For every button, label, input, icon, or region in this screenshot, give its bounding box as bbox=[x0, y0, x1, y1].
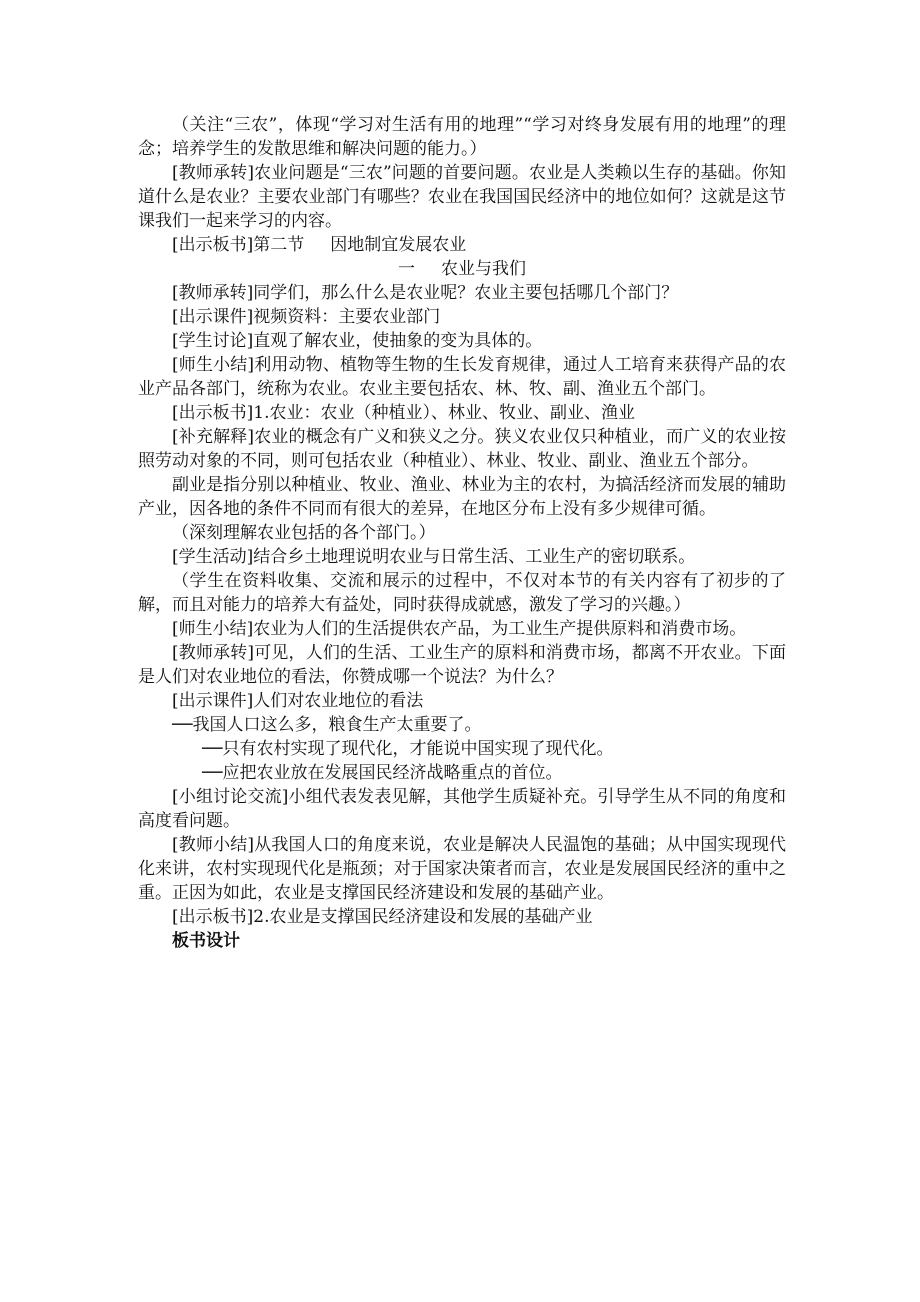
paragraph-note-sannong: （关注“三农”，体现“学习对生活有用的地理”“学习对终身发展有用的地理”的理念；培养学生的发散思维和解决问题的能力。） bbox=[138, 115, 786, 159]
paragraph-subsection-title bbox=[138, 257, 786, 281]
paragraph-note-activity: （学生在资料收集、交流和展示的过程中，不仅对本节的有关内容有了初步的了解，而且对能力的培养大有益处，同时获得成就感，激发了学习的兴趣。） bbox=[138, 571, 786, 615]
paragraph-note-departments: （深刻理解农业包括的各个部门。） bbox=[172, 523, 436, 543]
document-body bbox=[138, 113, 786, 953]
paragraph-courseware-2: [出示课件]人们对农业地位的看法 bbox=[172, 691, 424, 711]
viewpoint-2: ──只有农村实现了现代化，才能说中国实现了现代化。 bbox=[202, 739, 614, 759]
viewpoint-3: ──应把农业放在发展国民经济战略重点的首位。 bbox=[202, 763, 563, 783]
paragraph-summary-1: [师生小结]利用动物、植物等生物的生长发育规律，通过人工培育来获得产品的农业产品各部门，统称为农业。农业主要包括农、林、牧、副、渔业五个部门。 bbox=[138, 355, 786, 399]
paragraph-board-1: [出示板书]1.农业：农业（种植业）、林业、牧业、副业、渔业 bbox=[172, 403, 635, 423]
paragraph-teacher-transition-2: [教师承转]同学们，那么什么是农业呢？农业主要包括哪几个部门？ bbox=[172, 283, 679, 303]
paragraph-board-section bbox=[138, 233, 786, 257]
paragraph-supplement: [补充解释]农业的概念有广义和狭义之分。狭义农业仅只种植业，而广义的农业按照劳动对象的不同，则可包括农业（种植业）、林业、牧业、副业、渔业五个部分。 bbox=[138, 427, 786, 471]
paragraph-board-2: [出示板书]2.农业是支撑国民经济建设和发展的基础产业 bbox=[172, 907, 593, 927]
section-title: 因地制宜发展农业 bbox=[330, 235, 467, 255]
paragraph-group-discussion: [小组讨论交流]小组代表发表见解，其他学生质疑补充。引导学生从不同的角度和高度看问题。 bbox=[138, 787, 786, 831]
paragraph-courseware-1: [出示课件]视频资料：主要农业部门 bbox=[172, 307, 441, 327]
paragraph-student-activity: [学生活动]结合乡土地理说明农业与日常生活、工业生产的密切联系。 bbox=[172, 547, 696, 567]
paragraph-teacher-transition-1: [教师承转]农业问题是“三农”问题的首要问题。农业是人类赖以生存的基础。你知道什么是农业？主要农业部门有哪些？农业在我国国民经济中的地位如何？这就是这节课我们一起来学习的内容。 bbox=[138, 163, 786, 231]
subsection-title: 农业与我们 bbox=[441, 259, 526, 279]
paragraph-teacher-transition-3: [教师承转]可见，人们的生活、工业生产的原料和消费市场，都离不开农业。下面是人们对农业地位的看法，你赞成哪一个说法？为什么？ bbox=[138, 643, 786, 687]
viewpoint-1: ──我国人口这么多，粮食生产太重要了。 bbox=[172, 715, 482, 735]
paragraph-teacher-summary: [教师小结]从我国人口的角度来说，农业是解决人民温饱的基础；从中国实现现代化来讲，农村实现现代化是瓶颈；对于国家决策者而言，农业是发展国民经济的重中之重。正因为如此，农业是支撑国民经济建设和发展的基础产业。 bbox=[138, 835, 786, 903]
paragraph-student-discussion: [学生讨论]直观了解农业，使抽象的变为具体的。 bbox=[172, 331, 543, 351]
paragraph-sideline-industry: 副业是指分别以种植业、牧业、渔业、林业为主的农村，为搞活经济而发展的辅助产业，因各地的条件不同而有很大的差异，在地区分布上没有多少规律可循。 bbox=[138, 475, 786, 519]
subsection-number: 一 bbox=[398, 259, 415, 279]
board-design-heading: 板书设计 bbox=[172, 931, 240, 951]
paragraph-summary-2: [师生小结]农业为人们的生活提供农产品，为工业生产提供原料和消费市场。 bbox=[172, 619, 747, 639]
board-section-label: [出示板书]第二节 bbox=[172, 235, 305, 255]
